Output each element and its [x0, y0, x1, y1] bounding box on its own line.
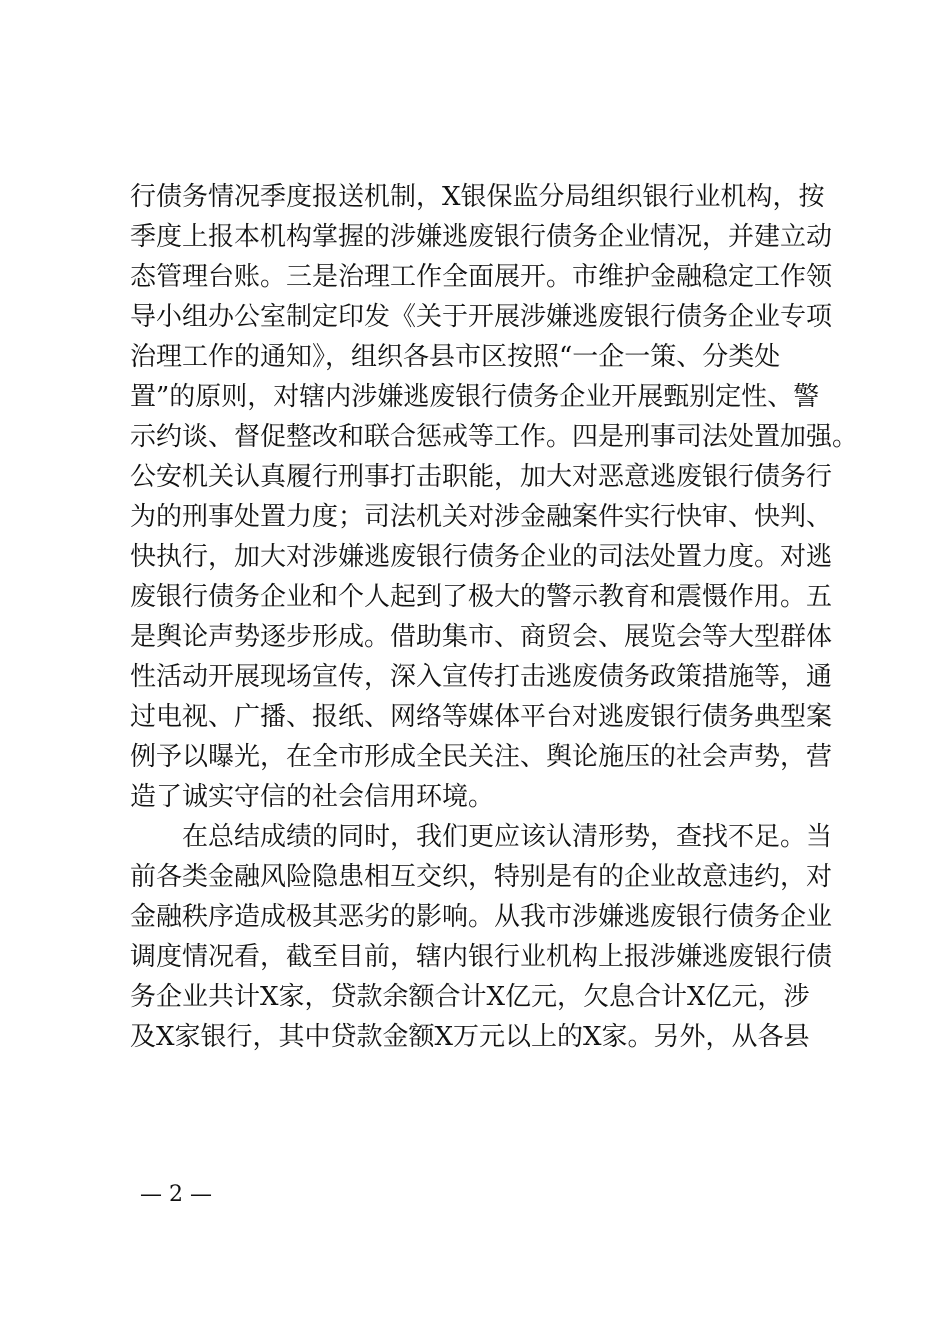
text-line: 造了诚实守信的社会信用环境。: [130, 782, 495, 812]
page-number: — 2 —: [140, 1182, 212, 1207]
text-line: 导小组办公室制定印发《关于开展涉嫌逃废银行债务企业专项: [130, 302, 833, 332]
text-line: 前各类金融风险隐患相互交织，特别是有的企业故意违约，对: [130, 862, 833, 892]
text-line: 例予以曝光，在全市形成全民关注、舆论施压的社会声势，营: [130, 742, 833, 772]
text-line: 态管理台账。三是治理工作全面展开。市维护金融稳定工作领: [130, 262, 833, 292]
text-line: 公安机关认真履行刑事打击职能，加大对恶意逃废银行债务行: [130, 462, 833, 492]
text-line: 置”的原则，对辖内涉嫌逃废银行债务企业开展甄别定性、警: [130, 382, 820, 412]
text-line: 废银行债务企业和个人起到了极大的警示教育和震慑作用。五: [130, 582, 833, 612]
text-line: 季度上报本机构掌握的涉嫌逃废银行债务企业情况，并建立动: [130, 222, 833, 252]
text-line: 快执行，加大对涉嫌逃废银行债务企业的司法处置力度。对逃: [130, 542, 833, 572]
text-line: 治理工作的通知》，组织各县市区按照“一企一策、分类处: [130, 342, 781, 372]
text-line: 是舆论声势逐步形成。借助集市、商贸会、展览会等大型群体: [130, 622, 833, 652]
body-text: [130, 177, 859, 1057]
text-line: 行债务情况季度报送机制，X银保监分局组织银行业机构，按: [130, 182, 825, 212]
paragraph-start-line: 在总结成绩的同时，我们更应该认清形势，查找不足。当: [182, 822, 833, 852]
text-line: 过电视、广播、报纸、网络等媒体平台对逃废银行债务典型案: [130, 702, 833, 732]
text-line: 为的刑事处置力度；司法机关对涉金融案件实行快审、快判、: [130, 502, 833, 532]
text-line: 务企业共计X家，贷款余额合计X亿元，欠息合计X亿元，涉: [130, 982, 810, 1012]
text-line: 及X家银行，其中贷款金额X万元以上的X家。另外，从各县: [130, 1022, 810, 1052]
text-line: 金融秩序造成极其恶劣的影响。从我市涉嫌逃废银行债务企业: [130, 902, 833, 932]
text-line: 调度情况看，截至目前，辖内银行业机构上报涉嫌逃废银行债: [130, 942, 833, 972]
text-line: 示约谈、督促整改和联合惩戒等工作。四是刑事司法处置加强。: [130, 422, 859, 452]
text-line: 性活动开展现场宣传，深入宣传打击逃废债务政策措施等，通: [130, 662, 833, 692]
